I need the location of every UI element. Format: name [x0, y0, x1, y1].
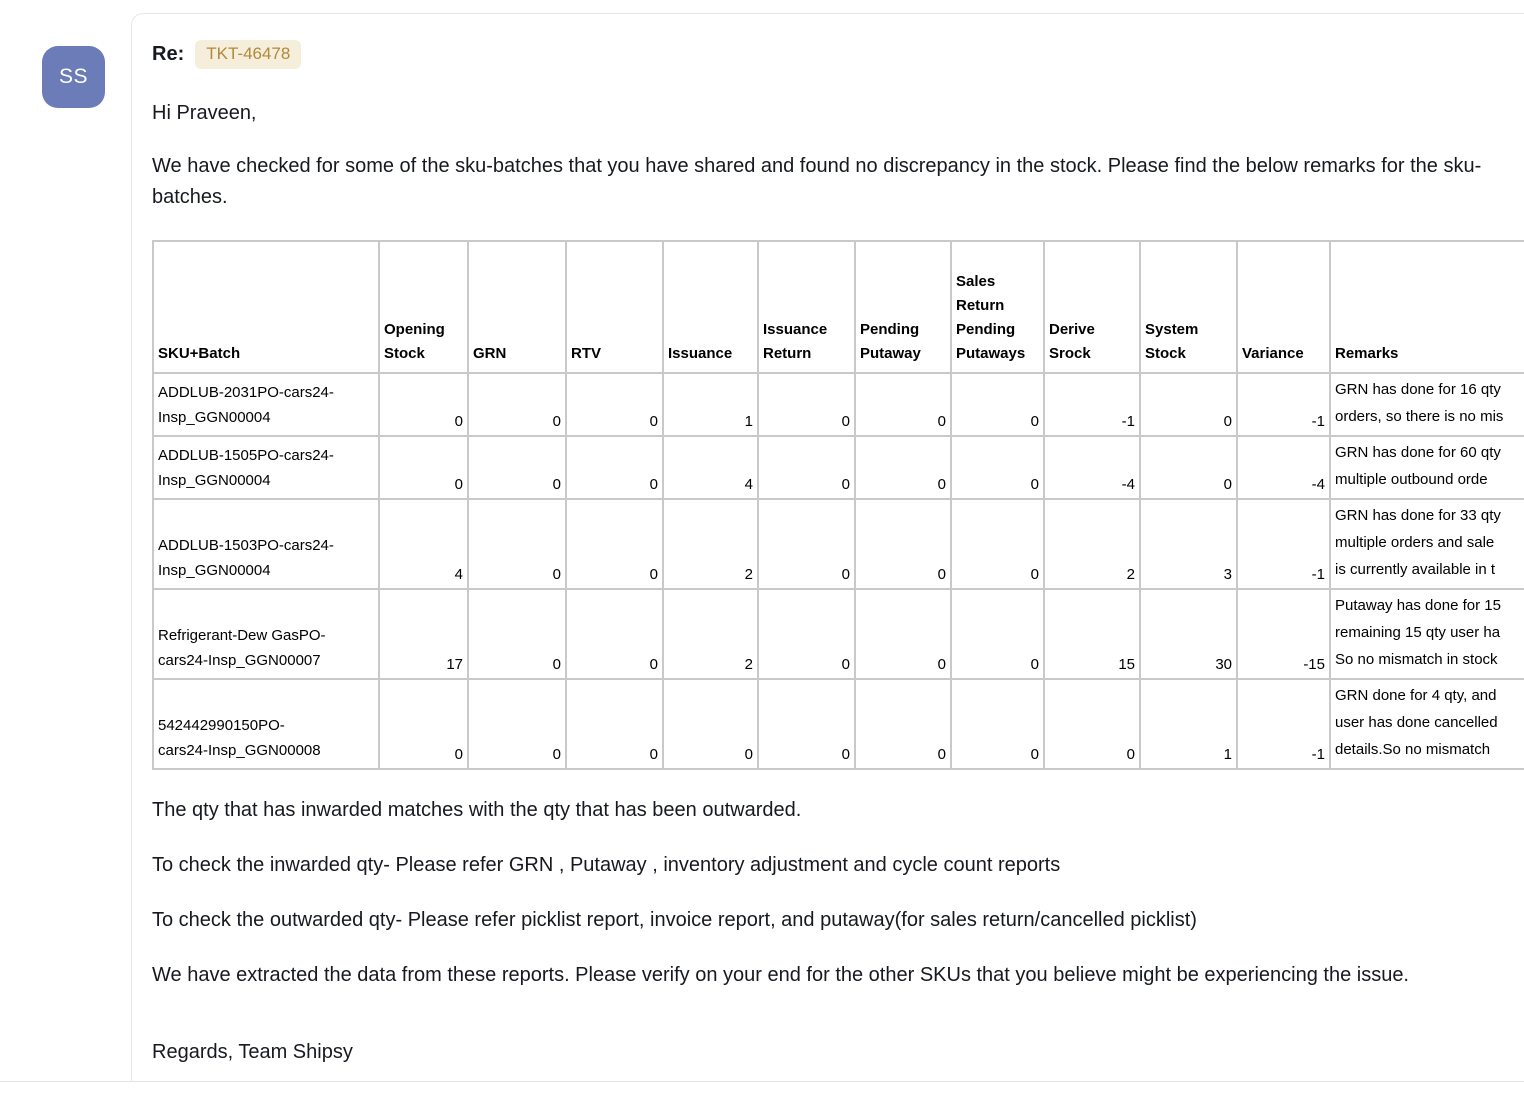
pending-putaway-cell: 0 [855, 679, 951, 769]
stock-discrepancy-table [152, 240, 1524, 770]
ticket-badge[interactable]: TKT-46478 [195, 40, 301, 69]
derive-srock-cell: 0 [1044, 679, 1140, 769]
table-header-row [153, 241, 1524, 373]
sales-return-pending-putaways-cell: 0 [951, 373, 1044, 436]
issuance-cell: 2 [663, 589, 758, 679]
pending-putaway-cell: 0 [855, 373, 951, 436]
system-stock-cell: 1 [1140, 679, 1237, 769]
rtv-cell: 0 [566, 589, 663, 679]
remarks-cell: Putaway has done for 15 remaining 15 qty user ha So no mismatch in stock [1330, 589, 1524, 679]
issuance-cell: 0 [663, 679, 758, 769]
sales-return-pending-putaways-cell: 0 [951, 679, 1044, 769]
issuance-return-cell: 0 [758, 679, 855, 769]
issuance-return-cell: 0 [758, 589, 855, 679]
paragraph-extracted: We have extracted the data from these reports. Please verify on your end for the other SKUs that you believe might be experiencing the issue. [152, 963, 1409, 986]
system-stock-cell: 0 [1140, 436, 1237, 499]
pending-putaway-cell: 0 [855, 589, 951, 679]
opening-stock-cell: 0 [379, 679, 468, 769]
avatar[interactable] [42, 46, 105, 108]
pending-putaway-cell: 0 [855, 499, 951, 589]
opening-stock-cell: 0 [379, 373, 468, 436]
issuance-return-cell: 0 [758, 436, 855, 499]
col-header-grn: GRN [468, 241, 566, 373]
col-header-sales-return-pending-putaways: Sales Return Pending Putaways [951, 241, 1044, 373]
sales-return-pending-putaways-cell: 0 [951, 589, 1044, 679]
issuance-cell: 1 [663, 373, 758, 436]
opening-stock-cell: 4 [379, 499, 468, 589]
system-stock-cell: 0 [1140, 373, 1237, 436]
col-header-variance: Variance [1237, 241, 1330, 373]
derive-srock-cell: 2 [1044, 499, 1140, 589]
signature-text: Regards, Team Shipsy [152, 1040, 353, 1063]
pending-putaway-cell: 0 [855, 436, 951, 499]
table-row [153, 373, 1524, 436]
issuance-cell: 2 [663, 499, 758, 589]
reply-card [131, 13, 1524, 1082]
grn-cell: 0 [468, 589, 566, 679]
sku-cell: ADDLUB-1503PO-cars24- Insp_GGN00004 [153, 499, 379, 589]
grn-cell: 0 [468, 436, 566, 499]
col-header-issuance-return: Issuance Return [758, 241, 855, 373]
rtv-cell: 0 [566, 373, 663, 436]
issuance-return-cell: 0 [758, 373, 855, 436]
sku-cell: ADDLUB-1505PO-cars24- Insp_GGN00004 [153, 436, 379, 499]
table-row [153, 436, 1524, 499]
paragraph-check-outward: To check the outwarded qty- Please refer picklist report, invoice report, and putaway(for sales return/cancelled picklist) [152, 908, 1197, 931]
grn-cell: 0 [468, 373, 566, 436]
system-stock-cell: 30 [1140, 589, 1237, 679]
subject-row [152, 40, 1524, 69]
col-header-issuance: Issuance [663, 241, 758, 373]
variance-cell: -1 [1237, 499, 1330, 589]
grn-cell: 0 [468, 679, 566, 769]
table-row [153, 679, 1524, 769]
rtv-cell: 0 [566, 679, 663, 769]
remarks-cell: GRN has done for 60 qty multiple outbound orde [1330, 436, 1524, 499]
derive-srock-cell: -1 [1044, 373, 1140, 436]
table-row [153, 589, 1524, 679]
greeting-text: Hi Praveen, [152, 101, 257, 124]
opening-stock-cell: 0 [379, 436, 468, 499]
col-header-rtv: RTV [566, 241, 663, 373]
rtv-cell: 0 [566, 436, 663, 499]
paragraph-inward-match: The qty that has inwarded matches with the qty that has been outwarded. [152, 798, 802, 821]
grn-cell: 0 [468, 499, 566, 589]
subject-prefix: Re: [152, 42, 185, 65]
system-stock-cell: 3 [1140, 499, 1237, 589]
remarks-cell: GRN has done for 33 qty multiple orders and sale is currently available in t [1330, 499, 1524, 589]
variance-cell: -4 [1237, 436, 1330, 499]
col-header-pending-putaway: Pending Putaway [855, 241, 951, 373]
rtv-cell: 0 [566, 499, 663, 589]
sales-return-pending-putaways-cell: 0 [951, 499, 1044, 589]
paragraph-check-inward: To check the inwarded qty- Please refer GRN , Putaway , inventory adjustment and cycle count reports [152, 853, 1061, 876]
derive-srock-cell: -4 [1044, 436, 1140, 499]
sku-cell: ADDLUB-2031PO-cars24- Insp_GGN00004 [153, 373, 379, 436]
col-header-system-stock: System Stock [1140, 241, 1237, 373]
derive-srock-cell: 15 [1044, 589, 1140, 679]
table-row [153, 499, 1524, 589]
variance-cell: -1 [1237, 373, 1330, 436]
variance-cell: -15 [1237, 589, 1330, 679]
remarks-cell: GRN done for 4 qty, and user has done cancelled details.So no mismatch [1330, 679, 1524, 769]
avatar-initials: SS [58, 65, 88, 88]
variance-cell: -1 [1237, 679, 1330, 769]
sku-cell: 542442990150PO- cars24-Insp_GGN00008 [153, 679, 379, 769]
intro-paragraph: We have checked for some of the sku-batches that you have shared and found no discrepancy in the stock. Please find the below remarks for the sku-batches. [152, 154, 1482, 208]
sku-cell: Refrigerant-Dew GasPO- cars24-Insp_GGN00007 [153, 589, 379, 679]
issuance-cell: 4 [663, 436, 758, 499]
remarks-cell: GRN has done for 16 qty orders, so there is no mis [1330, 373, 1524, 436]
opening-stock-cell: 17 [379, 589, 468, 679]
col-header-opening-stock: Opening Stock [379, 241, 468, 373]
sales-return-pending-putaways-cell: 0 [951, 436, 1044, 499]
col-header-sku-batch: SKU+Batch [153, 241, 379, 373]
col-header-remarks: Remarks [1330, 241, 1524, 373]
col-header-derive-srock: Derive Srock [1044, 241, 1140, 373]
issuance-return-cell: 0 [758, 499, 855, 589]
